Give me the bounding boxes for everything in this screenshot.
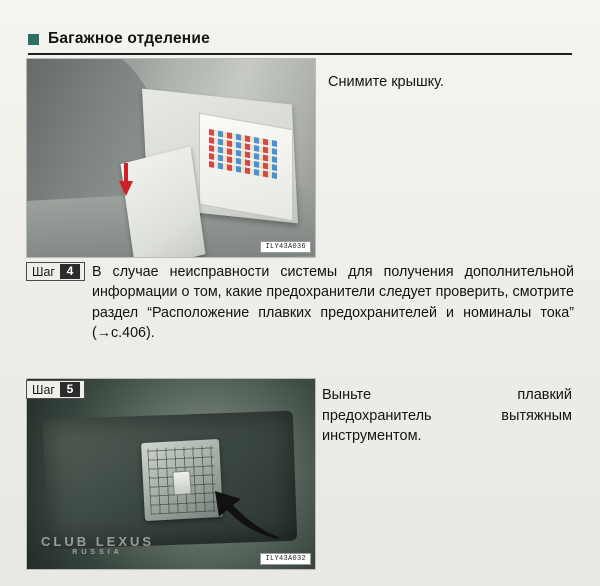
step-4-badge-label: Шаг xyxy=(32,264,55,279)
section-marker-icon xyxy=(28,34,39,45)
engine-fusebox-photo xyxy=(26,378,316,570)
step-4-block xyxy=(26,262,574,343)
page-title: Багажное отделение xyxy=(48,30,210,47)
watermark-sub: RUSSIA xyxy=(72,549,123,557)
step-5-caption-line1-a: Выньте xyxy=(322,387,372,403)
step-4-text: В случае неисправности системы для получения дополнительной информации о том, какие предохранители следует проверить, смотрите раздел “Расположение плавких предохранителей и номиналы тока” (→с.406). xyxy=(91,264,574,341)
step-4-badge-number: 4 xyxy=(60,264,80,279)
step-5-caption-line3: инструментом. xyxy=(322,428,422,445)
step-5-caption xyxy=(322,385,572,447)
fuse-box-cover xyxy=(121,147,206,258)
step-4-badge xyxy=(26,262,85,281)
photo1-caption: Снимите крышку. xyxy=(328,74,445,90)
section-header xyxy=(28,30,572,55)
fuse-puller-tool xyxy=(172,470,192,495)
photo2-id-tag: ILY43A032 xyxy=(260,553,311,565)
black-arrow-icon xyxy=(197,487,283,539)
red-arrow-icon xyxy=(119,181,133,196)
step-5-caption-line2-b: вытяжным xyxy=(501,407,572,424)
step-5-caption-line1-b: плавкий xyxy=(517,387,572,403)
trunk-fusebox-photo xyxy=(26,58,316,258)
step-5-caption-line2-a: предохранитель xyxy=(322,407,432,424)
photo-id-tag: ILY43A036 xyxy=(260,241,311,253)
step-5-badge-label: Шаг xyxy=(32,382,55,397)
step-5-badge xyxy=(26,380,85,399)
step-5-badge-number: 5 xyxy=(60,382,80,397)
red-arrow-stem-icon xyxy=(124,163,128,183)
watermark-main: CLUB LEXUS xyxy=(41,534,155,550)
photo2-watermark xyxy=(41,535,154,557)
